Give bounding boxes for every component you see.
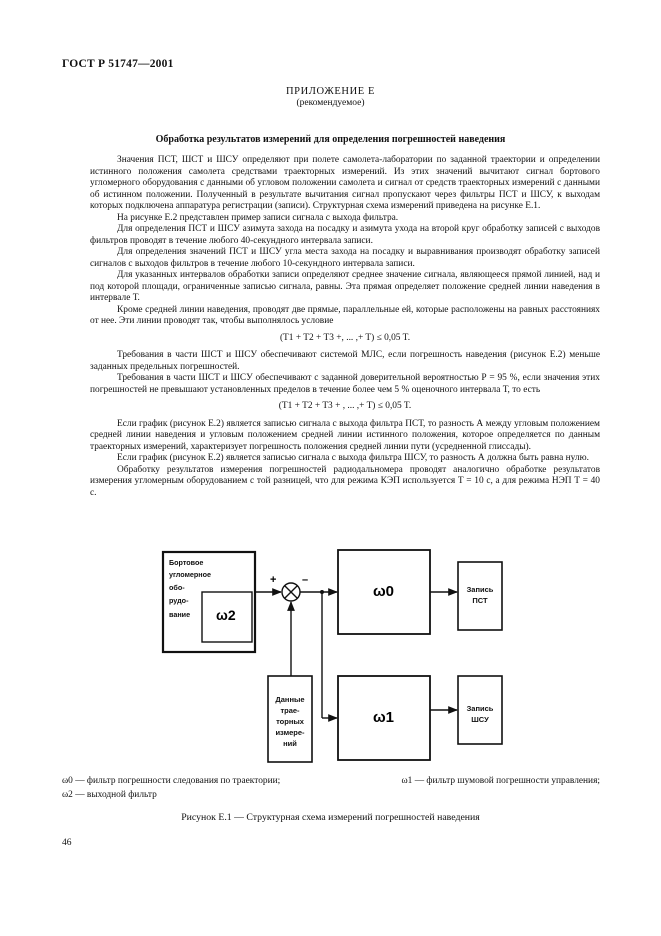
paragraph: Обработку результатов измерения погрешностей радиодальномера проводят аналогично обработке результатов измерения угломерным оборудованием с той разницей, что для режима КЭП используется Т = 10 с, а для режима НЭП Т = 40 с.: [90, 464, 600, 498]
onboard-label-line: Бортовое: [169, 558, 204, 567]
paragraph: Для определения ПСТ и ШСУ азимута захода на посадку и азимута ухода на второй круг обработку записей с выходов фильтров проводят в течение любого 40-секундного интервала записи.: [90, 224, 600, 246]
figure-caption: Рисунок Е.1 — Структурная схема измерений погрешностей наведения: [181, 812, 480, 823]
section-title: Обработка результатов измерений для определения погрешностей наведения: [155, 134, 506, 145]
omega1-label: ω1: [373, 709, 395, 726]
paragraph: Если график (рисунок Е.2) является записью сигнала с выхода фильтра ШСУ, то разность А должна быть равна нулю.: [117, 453, 589, 463]
onboard-label-line: обо-: [169, 583, 185, 592]
paragraph: Значения ПСТ, ШСТ и ШСУ определяют при полете самолета-лаборатории по заданной траектории и определении истинного положения самолета средствами траекторных измерений. Из этих значений вычитают сигнал бортового угломерного оборудования с данными об угловом положении самолета и сигнал от средств траекторных измерений с данными об истинном положении. Полученный в результате вычитания сигнал пропускают через фильтры ПСТ и ШСУ, к выходам которых подключена аппаратура регистрации (записи). Структурная схема измерений приведена на рисунке Е.1.: [90, 155, 600, 211]
paragraph: Для определения значений ПСТ и ШСУ угла места захода на посадку и выравнивания производят обработку записей сигналов с выходов фильтров в течение любого 10-секундного интервала записи.: [90, 247, 600, 269]
plus-sign: +: [270, 574, 277, 586]
formula: (T1 + T2 + T3 + , ... ,+ T) ≤ 0,05 T.: [278, 401, 412, 411]
appendix-subtitle: (рекомендуемое): [296, 98, 365, 108]
trajectory-data-line: трае-: [280, 706, 300, 715]
standard-header: ГОСТ Р 51747—2001: [62, 58, 174, 70]
page-number: 46: [62, 838, 72, 848]
body-text: [90, 155, 600, 499]
record-pst-line: Запись: [466, 585, 494, 594]
legend-omega1: ω1 — фильтр шумовой погрешности управления;: [401, 776, 600, 786]
paragraph: Требования в части ШСТ и ШСУ обеспечивают с заданной доверительной вероятностью Р = 95 %, если значения этих погрешностей не превышают установленных пределов в течение более чем 5 % оценочного интервала Т, то есть: [90, 373, 600, 395]
formula: (T1 + T2 + T3 +, ... ,+ T) ≤ 0,05 T.: [279, 332, 411, 343]
paragraph: Для указанных интервалов обработки записи определяют среднее значение сигнала, являющееся прямой линией, над и под которой площади, ограниченные записью сигнала, равны. Эта прямая определяет положение средней линии наведения в интервале Т.: [90, 270, 600, 303]
record-shsu-line: Запись: [466, 704, 494, 713]
onboard-label-line: вание: [169, 610, 191, 619]
trajectory-data-line: ний: [283, 739, 297, 748]
legend-omega0: ω0 — фильтр погрешности следования по траектории;: [62, 776, 281, 786]
figure-legend: [62, 774, 600, 802]
paragraph: Если график (рисунок Е.2) является записью сигнала с выхода фильтра ПСТ, то разность А между угловым положением средней линии наведения и угловым положением средней линии истинного положения, которое определяется по данным траекторных измерений, характеризует погрешность положения средней линии пути (усредненной глиссады).: [90, 418, 600, 452]
omega2-label: ω2: [216, 607, 236, 623]
omega0-label: ω0: [373, 583, 395, 600]
paragraph: Требования в части ШСТ и ШСУ обеспечивают системой МЛС, если погрешность наведения (рисунок Е.2) меньше заданных предельных погрешностей.: [90, 350, 600, 372]
record-shsu-line: ШСУ: [471, 715, 489, 724]
record-pst-line: ПСТ: [472, 596, 488, 605]
onboard-label-line: рудо-: [169, 596, 189, 605]
onboard-label-line: угломерное: [169, 570, 212, 579]
trajectory-data-line: Данные: [275, 695, 305, 704]
paragraph: Кроме средней линии наведения, проводят две прямые, параллельные ей, которые расположены на равных расстояниях от нее. Эти линии проводят так, чтобы выполнялось условие: [90, 304, 600, 326]
legend-omega2: ω2 — выходной фильтр: [62, 790, 157, 800]
trajectory-data-line: измере-: [275, 728, 305, 737]
appendix-title: ПРИЛОЖЕНИЕ Е: [285, 86, 376, 97]
block-diagram: [90, 540, 610, 772]
minus-sign: –: [302, 574, 309, 586]
paragraph: На рисунке Е.2 представлен пример записи сигнала с выхода фильтра.: [117, 212, 399, 223]
trajectory-data-line: торных: [276, 717, 304, 726]
